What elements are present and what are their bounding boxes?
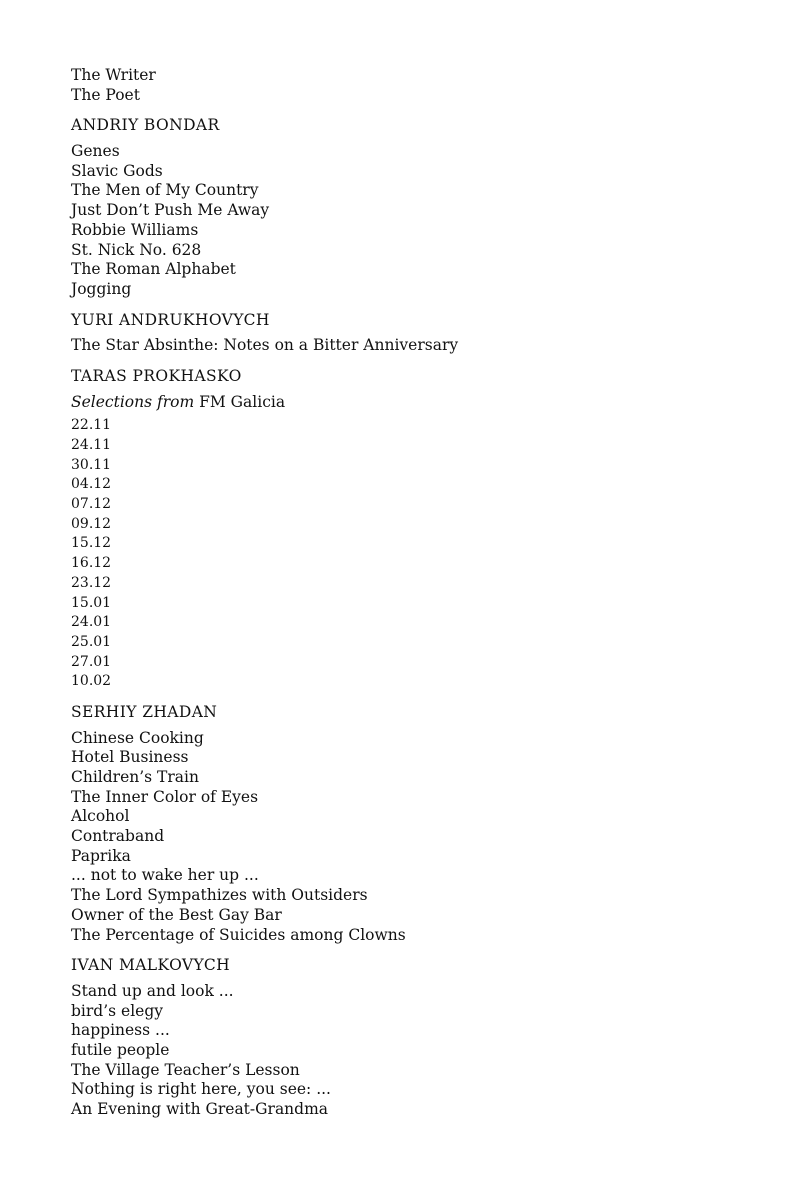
- title-entry: Robbie Williams: [71, 220, 199, 239]
- title-entry: Paprika: [71, 846, 131, 865]
- date-entry: 16.12: [71, 555, 112, 572]
- title-entry: The Village Teacher’s Lesson: [71, 1060, 300, 1079]
- date-entry: 22.11: [71, 417, 112, 434]
- date-entry: 27.01: [71, 653, 112, 670]
- section-yuri-andrukhovych: [71, 311, 771, 356]
- title-entry: bird’s elegy: [71, 1001, 164, 1020]
- title-entry: Owner of the Best Gay Bar: [71, 905, 282, 924]
- title-entry: Contraband: [71, 827, 165, 846]
- title-entry: Nothing is right here, you see: ...: [71, 1080, 331, 1099]
- date-entry: 30.11: [71, 456, 112, 473]
- title-entry: Alcohol: [71, 807, 130, 826]
- contents-page: [71, 66, 771, 1120]
- section-serhiy-zhadan: [71, 703, 771, 945]
- section-andriy-bondar: [71, 116, 771, 299]
- title-entry: The Percentage of Suicides among Clowns: [71, 925, 406, 944]
- date-entry: 04.12: [71, 476, 112, 493]
- date-entry: 15.01: [71, 594, 112, 611]
- title-entry: Jogging: [71, 279, 132, 298]
- date-entry: 24.01: [71, 614, 112, 631]
- title-entry: The Men of My Country: [71, 181, 259, 200]
- title-entry: The Lord Sympathizes with Outsiders: [71, 886, 368, 905]
- title-entry: Slavic Gods: [71, 161, 163, 180]
- title-entry: The Roman Alphabet: [71, 260, 236, 279]
- date-entry: 09.12: [71, 515, 112, 532]
- title-entry: Chinese Cooking: [71, 728, 204, 747]
- title-entry: Just Don’t Push Me Away: [71, 201, 270, 220]
- title-entry: Stand up and look ...: [71, 981, 234, 1000]
- subtitle-work: FM Galicia: [199, 392, 286, 411]
- title-entry: futile people: [71, 1040, 170, 1059]
- title-entry: The Writer: [71, 66, 156, 84]
- date-entry: 10.02: [71, 673, 112, 690]
- date-entry: 24.11: [71, 437, 112, 453]
- intro-section: [71, 66, 771, 105]
- date-entry: 25.01: [71, 633, 112, 650]
- author-heading: IVAN MALKOVYCH: [71, 956, 231, 975]
- date-entry: 07.12: [71, 496, 112, 513]
- title-entry: The Inner Color of Eyes: [71, 787, 259, 806]
- author-heading: YURI ANDRUKHOVYCH: [71, 310, 270, 329]
- section-ivan-malkovych: [71, 956, 771, 1120]
- author-heading: ANDRIY BONDAR: [71, 116, 220, 135]
- title-entry: happiness ...: [71, 1021, 170, 1040]
- date-entry: 23.12: [71, 574, 112, 591]
- title-entry: An Evening with Great-Grandma: [71, 1100, 329, 1118]
- author-heading: TARAS PROKHASKO: [71, 366, 242, 385]
- title-entry: The Star Absinthe: Notes on a Bitter Anniversary: [71, 336, 459, 355]
- section-taras-prokhasko: [71, 367, 771, 692]
- title-entry: St. Nick No. 628: [71, 240, 202, 259]
- subtitle-italic: Selections from: [71, 392, 195, 411]
- title-entry: ... not to wake her up ...: [71, 866, 259, 885]
- author-heading: SERHIY ZHADAN: [71, 702, 218, 721]
- title-entry: Children’s Train: [71, 768, 199, 786]
- selection-subtitle: [71, 393, 771, 413]
- title-entry: Hotel Business: [71, 748, 189, 767]
- title-entry: Genes: [71, 142, 120, 161]
- title-entry: The Poet: [71, 85, 140, 104]
- date-entry: 15.12: [71, 535, 112, 552]
